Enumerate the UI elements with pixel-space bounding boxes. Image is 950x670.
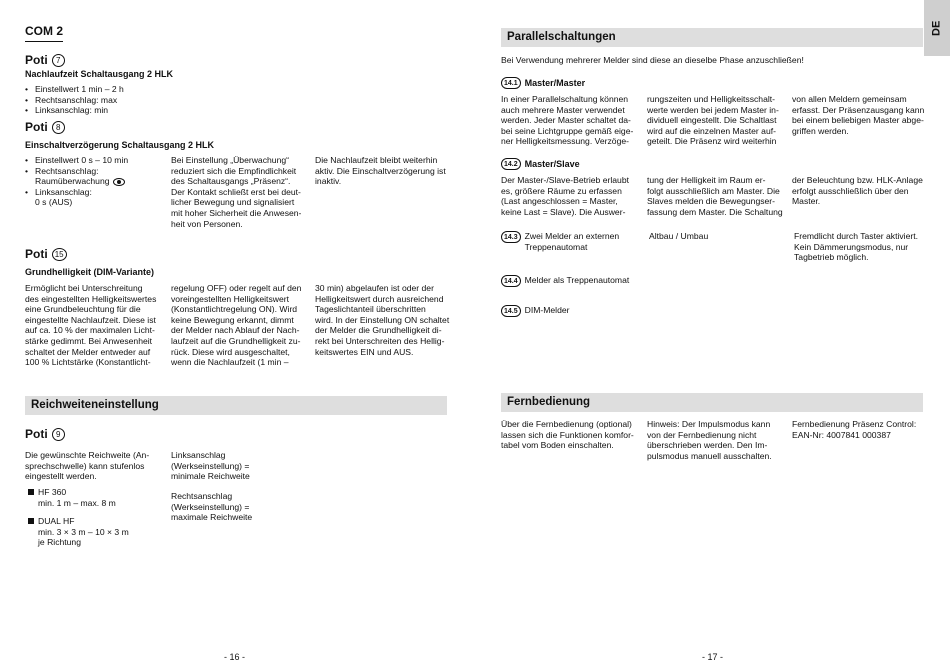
dualhf-item (28, 516, 129, 548)
page-number-right: - 17 - (702, 652, 724, 662)
reichweite-section-bar: Reichweiteneinstellung (25, 396, 447, 415)
master-slave-column-2: tung der Helligkeit im Raum er- folgt ausschließlich am Master. Die Slaves melden die Bewegungser- fassung dem Master. Die Schaltung (647, 175, 783, 217)
list-item: • Rechtsanschlag: max (25, 95, 124, 106)
parallel-section-bar: Parallelschaltungen (501, 28, 923, 47)
poti15-column-2: regelung OFF) oder regelt auf den voreingestellten Helligkeitswert (Konstantlichtregelung ON). Wird keine Bewegung erkannt, dimmt der Melder nach Ablauf der Nach- laufzeit auf die Grundhelligkeit zu- rück. Diese wird ausgeschaltet, wenn die Nachlaufzeit (1 min – (171, 283, 302, 368)
fernbedienung-column-3: Fernbedienung Präsenz Control: EAN-Nr: 4007841 000387 (792, 419, 917, 440)
poti-label: Poti (25, 120, 48, 135)
rechtsanschlag-text: Rechtsanschlag (Werkseinstellung) = maximale Reichweite (171, 491, 253, 523)
poti8-heading (25, 121, 65, 134)
item-14-4 (501, 275, 629, 287)
square-bullet-icon (28, 518, 34, 524)
language-tab (924, 0, 950, 56)
poti15-heading (25, 248, 67, 261)
master-master-column-2: rungszeiten und Helligkeitsschalt- werte werden bei jedem Master in- dividuell eingestellt. Die Schaltlast wird auf die einzelnen Master auf- geteilt. Die Präsenz wird weiterhin (647, 94, 779, 147)
hf360-item (28, 487, 116, 508)
section-title-com2: COM 2 (25, 24, 64, 38)
item-14-3-column-2: Altbau / Umbau (649, 231, 709, 241)
poti9-heading (25, 428, 65, 441)
poti8-subtitle: Einschaltverzögerung Schaltausgang 2 HLK (25, 140, 215, 150)
list-item: • Einstellwert 0 s – 10 min (25, 155, 165, 166)
monitoring-eye-icon (113, 178, 125, 186)
poti15-column-1: Ermöglicht bei Unterschreitung des eingestellten Helligkeitswertes eine Grundbeleuchtung für die eingestellte Nachlaufzeit. Diese ist auf ca. 10 % der maximalen Licht- stärke gedimmt. Bei Anwesenheit schaltet der Melder entweder auf 100 % Lichtstärke (Konstantlicht- (25, 283, 157, 368)
poti7-subtitle: Nachlaufzeit Schaltausgang 2 HLK (25, 69, 174, 79)
fernbedienung-column-1: Über die Fernbedienung (optional) lassen sich die Funktionen komfor- tabel vom Boden einschalten. (501, 419, 634, 451)
item-text: DIM-Melder (524, 305, 570, 315)
parallel-intro: Bei Verwendung mehrerer Melder sind diese an dieselbe Phase anzuschließen! (501, 55, 804, 65)
dualhf-text: DUAL HF min. 3 × 3 m – 10 × 3 m je Richtung (38, 516, 129, 548)
master-slave-column-1: Der Master-/Slave-Betrieb erlaubt es, größere Räume zu erfassen (Last angeschlossen = Master, keine Last = Slave). Die Auswer- (501, 175, 629, 217)
poti-label: Poti (25, 247, 48, 262)
poti7-bullet-list (25, 84, 124, 116)
poti-number-badge: 7 (52, 54, 65, 67)
list-item: • Linksanschlag: 0 s (AUS) (25, 187, 165, 208)
section-number-badge: 14.3 (501, 231, 521, 243)
reichweite-intro: Die gewünschte Reichweite (An- sprechschwelle) kann stufenlos eingestellt werden. (25, 450, 150, 482)
hf360-text: HF 360 min. 1 m – max. 8 m (38, 487, 116, 508)
list-item-text: Rechtsanschlag: Raumüberwachung (35, 165, 110, 187)
poti8-column-3: Die Nachlaufzeit bleibt weiterhin aktiv. Die Einschaltverzögerung ist inaktiv. (315, 155, 446, 187)
item-14-5 (501, 305, 570, 317)
master-master-heading (501, 77, 585, 89)
master-master-column-3: von allen Meldern gemeinsam erfasst. Der Präsenzausgang kann bei einem beliebigen Master abge- griffen werden. (792, 94, 925, 136)
page-number-left: - 16 - (224, 652, 246, 662)
poti-number-badge: 9 (52, 428, 65, 441)
poti8-bullet-list (25, 155, 165, 208)
language-tab-label: DE (930, 20, 943, 36)
square-bullet-icon (28, 489, 34, 495)
poti-number-badge: 15 (52, 248, 67, 261)
list-item: • Linksanschlag: min (25, 105, 124, 116)
master-slave-column-3: der Beleuchtung bzw. HLK-Anlage erfolgt ausschließlich über den Master. (792, 175, 923, 207)
fernbedienung-column-2: Hinweis: Der Impulsmodus kann von der Fernbedienung nicht überschrieben werden. Den Im- pulsmodus manuell ausschalten. (647, 419, 772, 461)
master-slave-heading (501, 158, 580, 170)
section-number-badge: 14.2 (501, 158, 521, 170)
item-14-3-column-3: Fremdlicht durch Taster aktiviert. Kein Dämmerungsmodus, nur Tagbetrieb möglich. (794, 231, 919, 263)
poti8-column-2: Bei Einstellung „Überwachung“ reduziert sich die Empfindlichkeit des Schaltausgangs „Präsenz“. Der Kontakt schließt erst bei deut- licher Bewegung und signalisiert mit hoher Sicherheit die Anwesen- heit von Personen. (171, 155, 302, 229)
poti15-column-3: 30 min) abgelaufen ist oder der Helligkeitswert durch ausreichend Tageslichtanteil überschritten wird. In der Einstellung ON schaltet der Melder die Grundhelligkeit di- rekt bei Unterschreiten des Hellig- keitswertes EIN und AUS. (315, 283, 450, 357)
poti-label: Poti (25, 427, 48, 442)
item-text: Zwei Melder an externen Treppenautomat (524, 231, 620, 252)
section-number-badge: 14.1 (501, 77, 521, 89)
item-14-3 (501, 231, 619, 252)
section-number-badge: 14.5 (501, 305, 521, 317)
poti-label: Poti (25, 53, 48, 68)
section-number-badge: 14.4 (501, 275, 521, 287)
heading-text: Master/Slave (524, 158, 580, 169)
poti15-subtitle: Grundhelligkeit (DIM-Variante) (25, 267, 155, 277)
heading-text: Master/Master (524, 77, 586, 88)
list-item: • Einstellwert 1 min – 2 h (25, 84, 124, 95)
title-underline (25, 41, 63, 42)
poti7-heading (25, 54, 65, 67)
linksanschlag-text: Linksanschlag (Werkseinstellung) = minimale Reichweite (171, 450, 250, 482)
poti-number-badge: 8 (52, 121, 65, 134)
item-text: Melder als Treppenautomat (524, 275, 630, 285)
master-master-column-1: In einer Parallelschaltung können auch mehrere Master verwendet werden. Jeder Master schaltet da- bei seine Lichtgruppe gemäß eige- ner Helligkeitsmessung. Verzöge- (501, 94, 634, 147)
fernbedienung-section-bar: Fernbedienung (501, 393, 923, 412)
list-item (25, 166, 165, 187)
